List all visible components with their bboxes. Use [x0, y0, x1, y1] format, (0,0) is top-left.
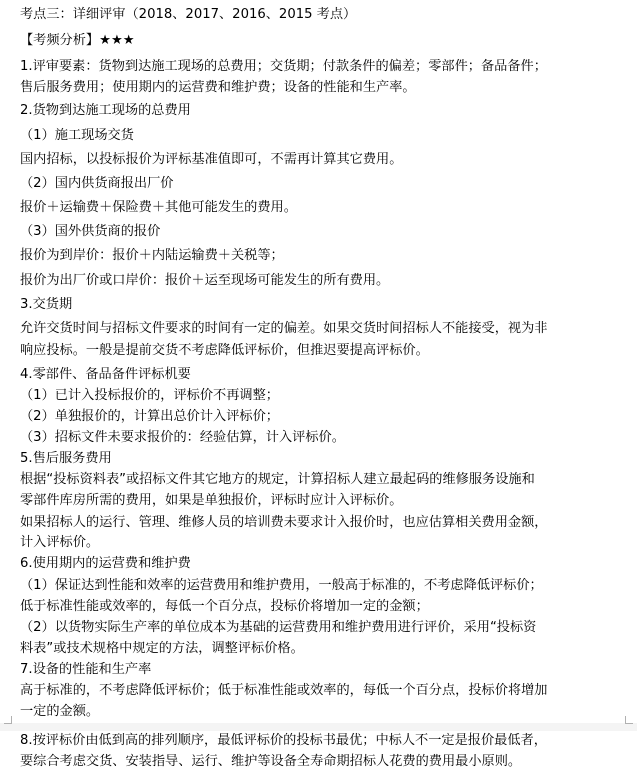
- text-line: （1）已计入投标报价的，评标价不再调整；: [20, 388, 279, 403]
- subheading: 5.售后服务费用: [20, 451, 112, 466]
- text-line: 一定的金额。: [20, 704, 100, 719]
- text-line: 根据“投标资料表”或招标文件其它地方的规定，计算招标人建立最起码的维修服务设施和: [20, 472, 535, 487]
- text-line: 售后服务费用；使用期内的运营费和维护费；设备的性能和生产率。: [20, 80, 416, 95]
- text-line: 1.评审要素：货物到达施工现场的总费用；交货期；付款条件的偏差；零部件；备品备件；: [20, 59, 547, 74]
- text-line: 料表”或技术规格中规定的方法，调整评标价格。: [20, 641, 304, 656]
- text-line: 允许交货时间与招标文件要求的时间有一定的偏差。如果交货时间招标人不能接受，视为非: [20, 321, 548, 336]
- text-line: 响应投标。一般是提前交货不考虑降低评标价，但推迟要提高评标价。: [20, 343, 429, 358]
- text-line: 低于标准性能或效率的，每低一个百分点，投标价将增加一定的金额；: [20, 599, 429, 614]
- section-heading: 考点三：详细评审（2018、2017、2016、2015 考点）: [20, 7, 357, 22]
- text-line: 8.按评标价由低到高的排列顺序，最低评标价的投标书最优；中标人不一定是报价最低者，: [20, 733, 547, 748]
- text-line: （2）以货物实际生产率的单位成本为基础的运营费用和维护费用进行评价，采用“投标资: [20, 620, 537, 635]
- text-line: （3）招标文件未要求报价的：经验估算，计入评标价。: [20, 430, 345, 445]
- text-line: 报价＋运输费＋保险费＋其他可能发生的费用。: [20, 200, 297, 215]
- text-line: 报价为到岸价：报价＋内陆运输费＋关税等；: [20, 248, 284, 263]
- frequency-analysis: [20, 31, 135, 51]
- page-corner-mark-right: [625, 716, 633, 724]
- subheading: 3.交货期: [20, 297, 73, 312]
- page-break: [0, 723, 637, 731]
- text-line: 如果招标人的运行、管理、维修人员的培训费未要求计入报价时，也应估算相关费用金额，: [20, 515, 548, 530]
- text-line: （1）保证达到性能和效率的运营费用和维护费用，一般高于标准的，不考虑降低评标价；: [20, 578, 543, 593]
- text-line: （2）国内供货商报出厂价: [20, 176, 174, 191]
- subheading: 6.使用期内的运营费和维护费: [20, 556, 191, 571]
- page-corner-mark-left: [4, 716, 12, 724]
- text-line: 零部件库房所需的费用，如果是单独报价，评标时应计入评标价。: [20, 493, 403, 508]
- frequency-label: 【考频分析】: [20, 33, 100, 48]
- subheading: 7.设备的性能和生产率: [20, 662, 152, 677]
- star-rating: ★★★: [99, 33, 135, 48]
- text-line: 国内招标，以投标报价为评标基准值即可，不需再计算其它费用。: [20, 152, 403, 167]
- subheading: 2.货物到达施工现场的总费用: [20, 103, 191, 118]
- subheading: 4.零部件、备品备件评标机要: [20, 367, 191, 382]
- text-line: 高于标准的，不考虑降低评标价；低于标准性能或效率的，每低一个百分点，投标价将增加: [20, 683, 548, 698]
- text-line: 报价为出厂价或口岸价：报价＋运至现场可能发生的所有费用。: [20, 273, 390, 288]
- text-line: （1）施工现场交货: [20, 128, 134, 143]
- text-line: 要综合考虑交货、安装指导、运行、维护等设备全寿命期招标人花费的费用最小原则。: [20, 754, 522, 769]
- text-line: 计入评标价。: [20, 535, 100, 550]
- text-line: （2）单独报价的，计算出总价计入评标价；: [20, 409, 279, 424]
- text-line: （3）国外供货商的报价: [20, 224, 161, 239]
